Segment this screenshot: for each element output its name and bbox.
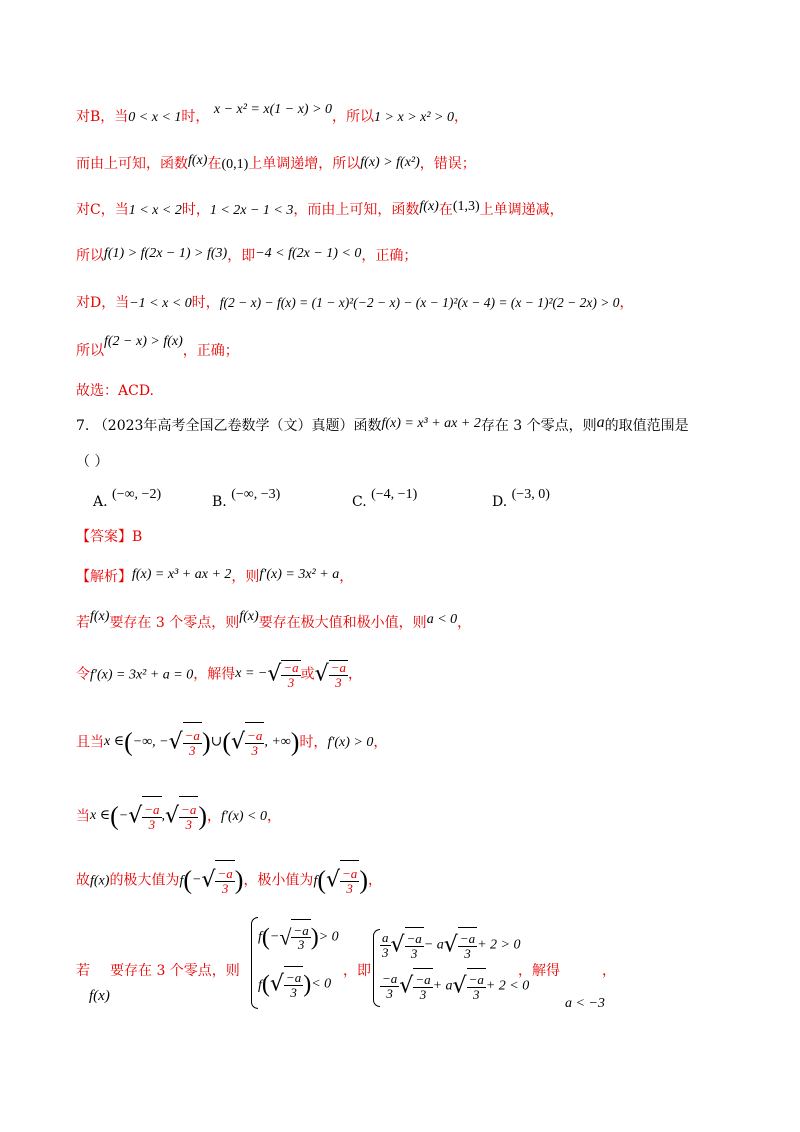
question-var: a [596,414,605,431]
frac-num: −a [184,727,200,743]
sqrt-expr: √ $\frac{-a}{3}$ [444,927,477,964]
text: 要存在极大值和极小值，则 [258,615,427,631]
text: ， [602,963,616,979]
text: 对B，当 [76,109,129,125]
text: ， [207,808,221,825]
text: ，极小值为 [243,872,314,889]
math-interval: (1,3) [452,199,480,214]
answer-line [76,530,142,544]
math-term: + a [432,978,453,994]
sqrt-expr: √ $\frac{-a}{3}$ [279,919,310,956]
text: 的极大值为 [109,872,180,889]
paren: （ ） [76,454,109,470]
text: ，解得 [193,666,236,683]
text: ， [367,872,382,889]
option-label: D. [492,494,508,510]
analysis-tag: 【解析】 [76,569,132,585]
system-2-row-2 [380,968,529,1005]
frac-den: 3 [189,742,196,758]
text: 对D，当 [76,295,130,311]
sqrt-expr: √ $\frac{-a}{3}$ [399,968,432,1005]
math-ineq: + 2 > 0 [477,937,521,953]
math-expr: 1 < 2x − 1 < 3 [209,203,294,218]
math-f: f [258,929,262,945]
frac-num: −a [144,801,160,817]
analysis-line-3 [76,660,362,690]
text: ， [619,295,634,311]
math-f: f(x) [419,199,439,214]
text: ，正确； [182,343,239,359]
text: 若 [76,615,90,631]
text: ，而由上可知，函数 [293,202,420,218]
frac-num: a [382,930,389,946]
answer-value: B [132,529,143,545]
text: 上单调递增，所以 [248,156,361,172]
question-source: （2023年高考全国乙卷数学（文）真题）函数 [93,418,382,434]
math-f: f(x) [239,609,259,624]
math-f: f(x) [188,153,208,168]
math-ineq: > 0 [318,929,339,945]
text: ，正确； [361,248,418,264]
math-cond: a < 0 [426,612,458,627]
math-ineq: + 2 < 0 [485,978,530,994]
math-expr: f(1) > f(2x − 1) > f(3) [104,246,228,261]
frac-num: −a [330,660,346,675]
text: 要存在 3 个零点，则 [110,963,240,979]
text: 当 [76,808,90,825]
text: ，错误； [419,156,476,172]
math-result: f(x) > f(x²) [360,155,420,170]
math-expr: f′(x) = 3x² + a = 0 [90,667,194,683]
frac-den: 3 [410,946,418,961]
math-result: −4 < f(2x − 1) < 0 [255,246,362,261]
line-d2 [76,334,239,359]
frac-den: 3 [287,674,295,690]
math-result: 1 > x > x² > 0 [374,110,454,125]
text: 若 [76,963,90,979]
sqrt-expr: √ $\frac{-a}{3}$ [165,796,198,837]
math-f: f [313,873,318,889]
sqrt-expr: √ $\frac{-a}{3}$ [314,660,346,690]
option-label: A. [93,494,108,510]
paren-open: ( [124,727,133,757]
text: 故 [76,872,90,889]
math-f: f(x) [89,988,110,1004]
frac-den: 3 [472,987,480,1002]
text: 时， [191,295,220,311]
text: ， [454,109,468,125]
frac-num: −a [283,660,299,675]
frac-den: 3 [221,880,229,896]
math-f: f [258,978,262,993]
line-c1 [76,199,564,218]
frac-num: −a [406,931,422,947]
frac-den: 3 [419,987,427,1002]
frac-num: −a [217,865,233,881]
frac-num: −a [293,922,309,938]
text: 在 [438,202,453,218]
sqrt-expr: √ $\frac{-a}{3}$ [201,860,234,901]
analysis-line-6: 故f(x)的极大值为f(−√ $\frac{-a}{3}$ )，极小值为f(√ $\frac{-a}{3}$ )， [76,860,382,902]
frac-den: 3 [346,880,353,896]
sqrt-expr: √ $\frac{-a}{3}$ [326,860,359,901]
frac-num: −a [181,801,197,817]
math-expr: f(x) = x³ + ax + 2 [132,567,232,582]
text: 上单调递减， [479,202,564,218]
text: 的取值范围是 [604,418,689,434]
frac [380,972,399,1000]
choice-text: 故选：ACD. [76,383,154,399]
math-result: f′(x) < 0 [221,809,267,824]
math-expr: f(2 − x) > f(x) [104,334,183,349]
option-value: (−∞, −2) [112,487,162,502]
math-interval: (0,1) [221,157,249,172]
text: ，所以 [332,109,375,125]
math-cond: 0 < x < 1 [128,110,182,125]
text: 而由上可知，函数 [76,156,188,172]
math-result: a < −3 [565,996,605,1011]
text: 对C，当 [76,202,129,218]
frac-den: 3 [386,986,393,1001]
option-value: (−∞, −3) [231,487,281,502]
text: 所以 [76,343,104,359]
sqrt-expr: √ $\frac{-a}{3}$ [453,968,486,1005]
math-ineq: < 0 [311,976,332,992]
sqrt-expr: √ $\frac{-a}{3}$ [128,796,161,837]
text: ，即 [227,248,256,264]
math-f: f [179,873,184,889]
option-a[interactable] [93,487,162,511]
text: 时， [181,202,210,218]
text: ， [373,734,388,751]
text: 令 [76,666,90,683]
analysis-line-7-solve [518,964,616,978]
text: 要存在 3 个零点，则 [109,615,240,631]
system-1-row-2: f(√ $\frac{-a}{3}$ )< 0 [258,966,331,1004]
system-2-row-1 [380,927,520,964]
option-b[interactable] [212,487,281,511]
frac-den: 3 [290,985,297,1000]
text: 在 [207,156,222,172]
frac-den: 3 [148,816,156,832]
math-x: x ∈ [104,734,125,749]
math-result: f′(x) > 0 [327,735,374,750]
question-number: 7. [76,418,90,434]
text: 所以 [76,248,104,264]
system-brace-1 [251,917,258,1009]
sqrt-expr: √ $\frac{-a}{3}$ [270,966,303,1003]
math-cond: 1 < x < 2 [128,203,182,218]
choice-line [76,384,154,398]
frac-den: 3 [185,816,192,832]
math-f: f(x) [90,873,110,889]
answer-tag: 【答案】 [76,529,132,545]
text: ，则 [231,569,260,585]
math-expr: x − x² = x(1 − x) > 0 [213,102,333,117]
question-paren [76,455,108,469]
analysis-line-5: 当x ∈(−√ $\frac{-a}{3}$ ,√ $\frac{-a}{3}$ )，f′(x) < 0， [76,796,281,837]
analysis-line-7-then [343,964,371,978]
sqrt-expr: √ $\frac{-a}{3}$ [267,660,299,690]
math-term: − a [423,937,444,953]
text: 存在 3 个零点，则 [480,418,597,434]
sqrt-expr: √ $\frac{-a}{3}$ [391,927,424,964]
text: 时， [299,734,328,751]
analysis-line-2 [76,609,472,631]
line-b1 [76,102,468,125]
option-label: C. [352,494,367,510]
frac-den: 3 [335,674,342,690]
frac-num: −a [459,931,476,947]
math-cond: −1 < x < 0 [129,296,192,311]
frac-num: −a [342,865,358,881]
option-value: (−4, −1) [371,487,418,502]
text: 或 [300,666,315,683]
line-d1 [76,296,633,311]
frac-num: −a [382,971,398,987]
math-f: f(x) [90,609,110,624]
math-deriv: f′(x) = 3x² + a [259,567,340,582]
text: ， [339,569,354,585]
text: ，解得 [518,963,560,979]
analysis-line-1 [76,567,354,585]
text: ， [266,808,281,825]
text: ， [457,615,472,631]
question-7 [76,414,689,434]
analysis-line-7-text [76,964,240,978]
frac-num: −a [247,727,263,743]
frac-num: −a [285,970,302,986]
math-x: x = − [235,666,268,681]
question-func: f(x) = x³ + ax + 2 [381,416,481,431]
math-expr: f(2 − x) − f(x) = (1 − x)²(−2 − x) − (x − 1)²(x − 4) = (x − 1)²(2 − 2x) > 0 [219,295,620,310]
frac-num: −a [468,972,484,988]
analysis-line-4: 且当x ∈(−∞, −√ $\frac{-a}{3}$ )∪(√ $\frac{-a}{3}$ , +∞)时，f′(x) > 0， [76,722,387,763]
system-brace-2 [373,929,380,1007]
frac [380,931,391,959]
line-c2 [76,246,418,264]
option-value: (−3, 0) [511,487,550,502]
option-d[interactable] [492,487,550,511]
sqrt-expr: √ $\frac{-a}{3}$ [231,722,264,763]
sqrt-expr: √ $\frac{-a}{3}$ [169,722,202,763]
option-label: B. [212,494,227,510]
frac-num: −a [415,972,431,988]
text: ， [347,666,362,683]
frac-den: 3 [297,937,305,953]
system-1-row-1: f(−√ $\frac{-a}{3}$ )> 0 [258,919,339,956]
text: ，即 [343,963,371,979]
frac-den: 3 [382,945,389,960]
frac-den: 3 [251,742,258,758]
text: 且当 [76,734,104,751]
option-c[interactable] [352,487,418,511]
text: 时， [181,109,210,125]
line-b2 [76,153,476,172]
frac-den: 3 [464,946,471,961]
math-x: x ∈ [90,808,111,823]
